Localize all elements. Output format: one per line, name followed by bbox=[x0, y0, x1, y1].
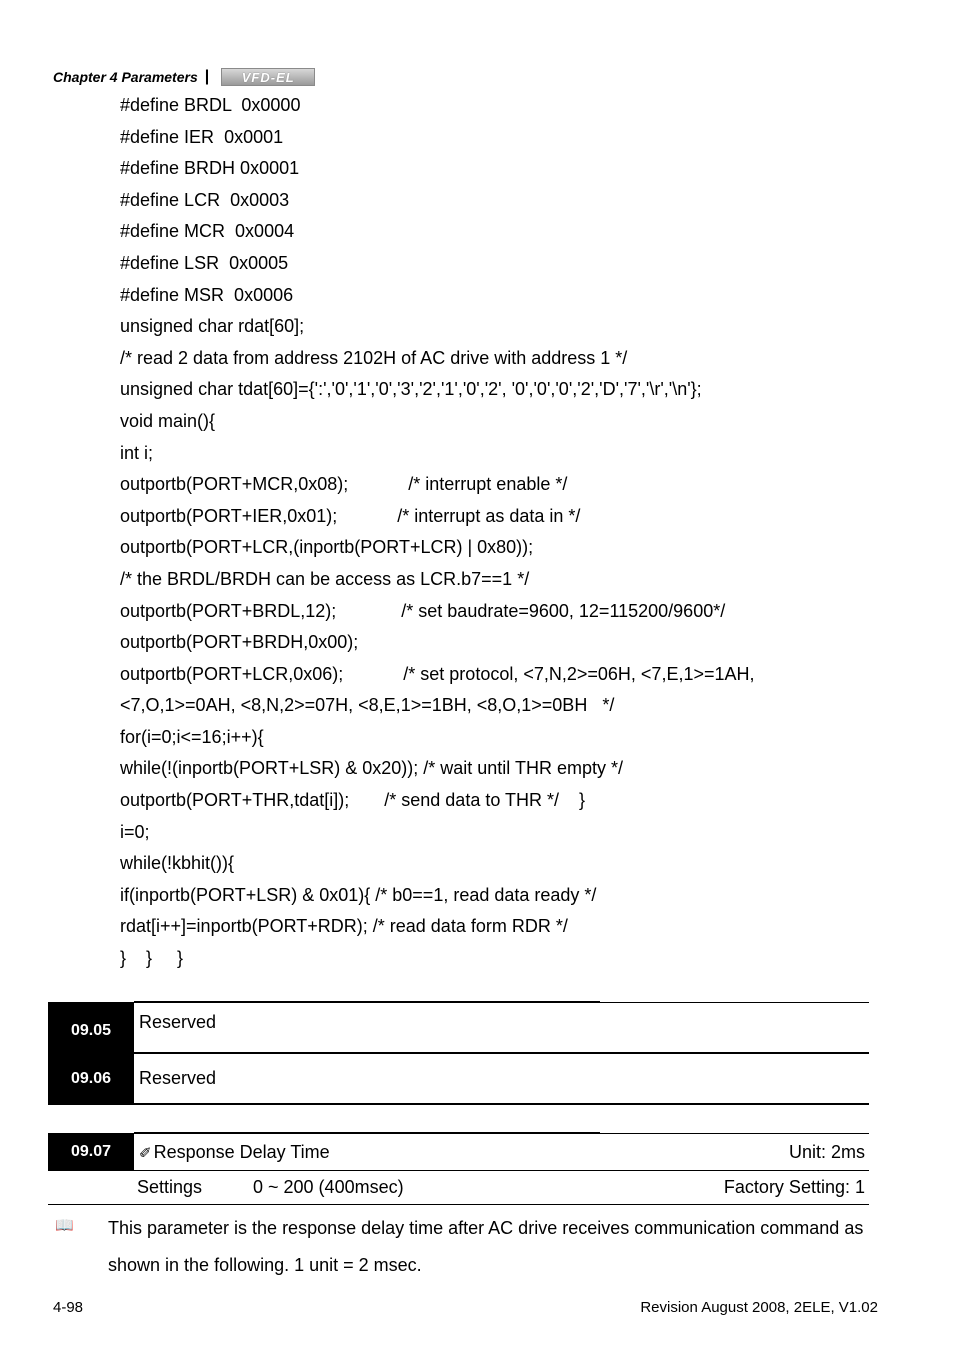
code-line: <7,O,1>=0AH, <8,N,2>=07H, <8,E,1>=1BH, <8,O,1>=0BH */ bbox=[120, 695, 615, 716]
revision-info: Revision August 2008, 2ELE, V1.02 bbox=[640, 1299, 878, 1316]
note-text: This parameter is the response delay time after AC drive receives communication command as shown in the following. 1 unit = 2 msec. bbox=[108, 1218, 864, 1275]
code-line: #define LSR 0x0005 bbox=[120, 252, 289, 273]
page-number: 4-98 bbox=[53, 1299, 84, 1316]
code-line: outportb(PORT+LCR,(inportb(PORT+LCR) | 0x80)); bbox=[120, 537, 534, 558]
param-name: Reserved bbox=[139, 1068, 217, 1088]
vfd-el-logo bbox=[221, 68, 315, 86]
code-line: /* the BRDL/BRDH can be access as LCR.b7==1 */ bbox=[120, 568, 530, 589]
code-line: } } } bbox=[120, 948, 184, 969]
code-line: #define IER 0x0001 bbox=[120, 126, 284, 147]
book-icon: 📖 bbox=[55, 1217, 74, 1234]
code-line: #define MCR 0x0004 bbox=[120, 221, 295, 242]
note-block bbox=[55, 1210, 875, 1284]
table-top-rule bbox=[134, 1001, 600, 1003]
settings-row bbox=[48, 1171, 869, 1205]
param-row-0907 bbox=[48, 1133, 869, 1171]
settings-label: Settings bbox=[137, 1177, 203, 1197]
code-line: while(!(inportb(PORT+LSR) & 0x20)); /* wait until THR empty */ bbox=[120, 758, 623, 779]
param-name: Response Delay Time bbox=[153, 1141, 330, 1162]
code-line: #define BRDL 0x0000 bbox=[120, 95, 301, 115]
code-line: /* read 2 data from address 2102H of AC drive with address 1 */ bbox=[120, 347, 628, 368]
code-line: #define LCR 0x0003 bbox=[120, 189, 290, 210]
code-line: unsigned char tdat[60]={':','0','1','0','3','2','1','0','2', '0','0','0','2','D','7','\r','\n'}; bbox=[120, 379, 702, 400]
chapter-title: Chapter 4 Parameters bbox=[53, 69, 198, 85]
settings-range: 0 ~ 200 (400msec) bbox=[253, 1177, 404, 1197]
code-line: unsigned char rdat[60]; bbox=[120, 316, 305, 337]
param-unit: Unit: 2ms bbox=[788, 1141, 865, 1162]
param-number: 09.07 bbox=[48, 1134, 134, 1170]
param-number: 09.06 bbox=[48, 1054, 134, 1103]
code-line: i=0; bbox=[120, 821, 150, 842]
code-line: while(!kbhit()){ bbox=[120, 853, 235, 874]
table-top-rule bbox=[134, 1132, 600, 1134]
code-line: outportb(PORT+THR,tdat[i]); /* send data to THR */ } bbox=[120, 790, 586, 811]
code-line: outportb(PORT+MCR,0x08); /* interrupt enable */ bbox=[120, 474, 568, 495]
param-row-0905 bbox=[48, 1002, 869, 1052]
param-row-0906 bbox=[48, 1052, 869, 1105]
page-header bbox=[53, 66, 315, 88]
code-listing bbox=[120, 90, 755, 975]
param-number: 09.05 bbox=[48, 1003, 134, 1052]
code-line: for(i=0;i<=16;i++){ bbox=[120, 726, 264, 747]
code-line: void main(){ bbox=[120, 410, 216, 431]
code-line: outportb(PORT+BRDL,12); /* set baudrate=9600, 12=115200/9600*/ bbox=[120, 600, 726, 621]
param-title-cell bbox=[134, 1134, 869, 1170]
header-separator: | bbox=[204, 68, 210, 85]
param-title bbox=[139, 1142, 330, 1163]
code-line: int i; bbox=[120, 442, 154, 463]
param-table-0907 bbox=[48, 1133, 869, 1205]
factory-setting: Factory Setting: 1 bbox=[723, 1177, 865, 1197]
code-line: outportb(PORT+BRDH,0x00); bbox=[120, 632, 359, 653]
code-line: #define MSR 0x0006 bbox=[120, 284, 294, 305]
code-line: outportb(PORT+LCR,0x06); /* set protocol, <7,N,2>=06H, <7,E,1>=1AH, bbox=[120, 663, 755, 684]
code-line: #define BRDH 0x0001 bbox=[120, 158, 300, 179]
code-line: if(inportb(PORT+LSR) & 0x01){ /* b0==1, read data ready */ bbox=[120, 884, 597, 905]
code-line: rdat[i++]=inportb(PORT+RDR); /* read data form RDR */ bbox=[120, 916, 568, 937]
pen-icon: ✐ bbox=[139, 1144, 152, 1162]
param-table-reserved bbox=[48, 1002, 869, 1105]
code-line: outportb(PORT+IER,0x01); /* interrupt as data in */ bbox=[120, 505, 581, 526]
param-name: Reserved bbox=[139, 1012, 217, 1032]
logo-text: VFD-EL bbox=[241, 69, 295, 85]
